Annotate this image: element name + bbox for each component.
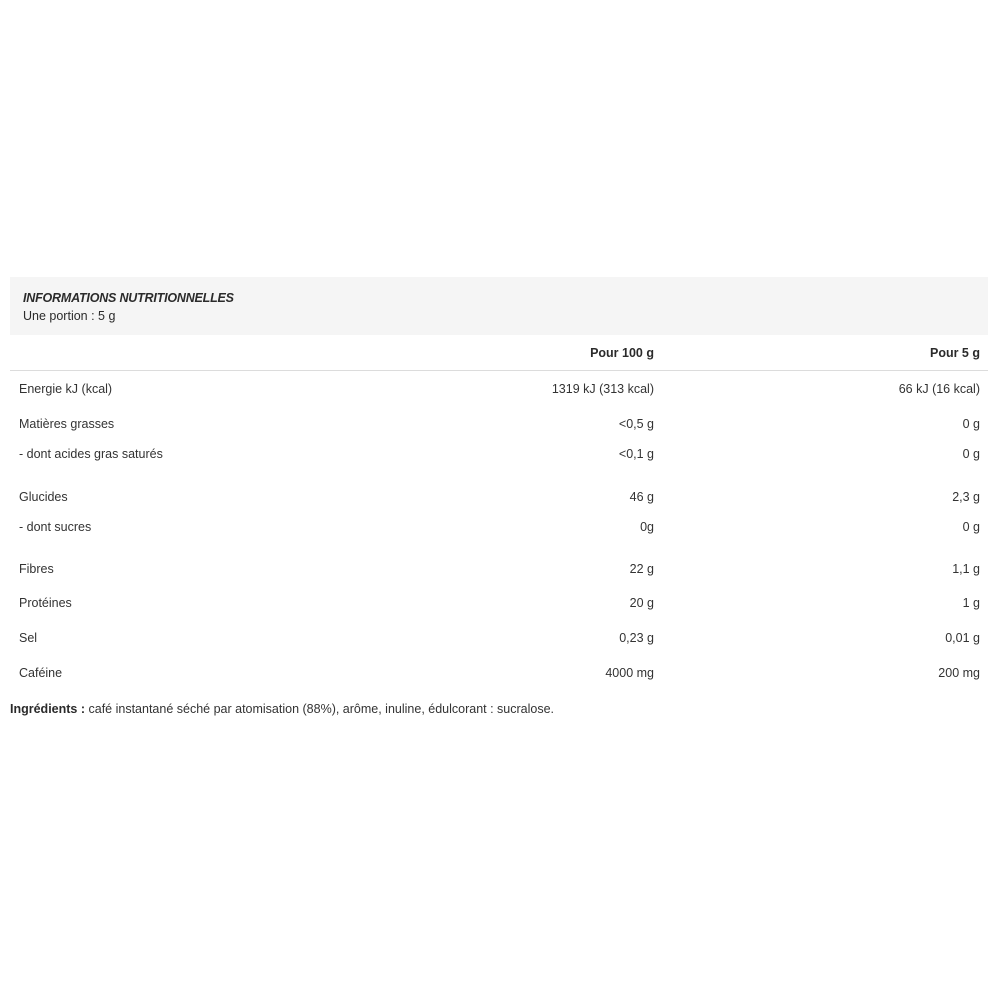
table-row-caffeine — [10, 655, 988, 691]
value-per-100g: 0g — [640, 520, 654, 534]
table-row-sugars — [10, 514, 988, 540]
row-label: Energie kJ (kcal) — [19, 381, 113, 396]
value-per-100g: <0,5 g — [618, 416, 654, 431]
ingredients-label: Ingrédients : — [10, 702, 86, 716]
table-row-proteins — [10, 585, 988, 620]
value-per-serving: 66 kJ (16 kcal) — [898, 381, 980, 396]
value-per-100g: 20 g — [629, 595, 654, 610]
row-label: Glucides — [19, 489, 68, 504]
nutrition-header — [10, 277, 988, 335]
value-per-serving: 0 g — [962, 520, 980, 534]
value-per-100g: 22 g — [629, 561, 654, 576]
row-label: Matières grasses — [19, 416, 115, 431]
row-label: Protéines — [19, 595, 72, 610]
value-per-100g: <0,1 g — [618, 447, 654, 461]
serving-size: Une portion : 5 g — [23, 309, 116, 323]
value-per-100g: 1319 kJ (313 kcal) — [551, 381, 654, 396]
table-header-row — [10, 335, 988, 371]
nutrition-panel — [10, 277, 988, 691]
value-per-serving: 200 mg — [938, 666, 980, 680]
value-per-serving: 1,1 g — [952, 561, 980, 576]
nutrition-title: INFORMATIONS NUTRITIONNELLES — [23, 291, 234, 305]
row-label: - dont acides gras saturés — [19, 447, 163, 461]
value-per-serving: 0,01 g — [945, 630, 980, 645]
value-per-serving: 2,3 g — [952, 489, 980, 504]
group-spacer — [10, 540, 988, 552]
ingredients-text: café instantané séché par atomisation (88%), arôme, inuline, édulcorant : sucralose. — [85, 702, 555, 716]
row-label: Sel — [19, 630, 38, 645]
table-row-salt — [10, 620, 988, 655]
row-label: Caféine — [19, 666, 63, 680]
table-row-carbohydrates — [10, 479, 988, 514]
column-header-per-serving: Pour 5 g — [929, 345, 980, 360]
group-spacer — [10, 467, 988, 479]
table-row-saturated-fat — [10, 441, 988, 467]
value-per-100g: 4000 mg — [605, 666, 654, 680]
table-row-fat — [10, 406, 988, 441]
table-row-energy — [10, 371, 988, 406]
value-per-serving: 0 g — [962, 416, 980, 431]
column-header-per-100g: Pour 100 g — [590, 345, 654, 360]
value-per-100g: 46 g — [629, 489, 654, 504]
ingredients-line — [10, 702, 554, 716]
row-label: - dont sucres — [19, 520, 92, 534]
value-per-serving: 1 g — [962, 595, 980, 610]
value-per-100g: 0,23 g — [619, 630, 654, 645]
value-per-serving: 0 g — [962, 447, 980, 461]
table-row-fibres — [10, 552, 988, 585]
row-label: Fibres — [19, 561, 54, 576]
